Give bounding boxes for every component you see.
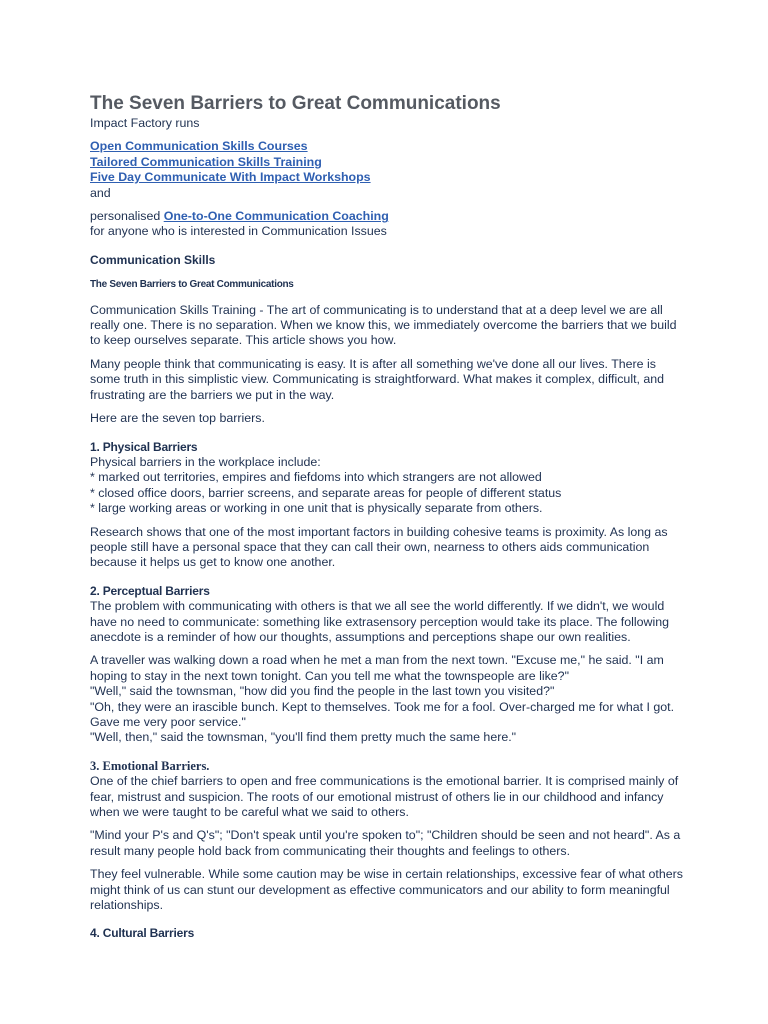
paragraph-intro: Communication Skills Training - The art of communicating is to understand that at a deep level we are all really one. There is no separation. When we know this, we immediately overcome the barriers that we build to keep ourselves separate. This article shows you how. bbox=[90, 302, 677, 348]
personalised-prefix: personalised bbox=[90, 209, 164, 224]
heading-cultural: 4. Cultural Barriers bbox=[90, 926, 195, 941]
story-line: "Oh, they were an irascible bunch. Kept to themselves. Took me for a fool. Over-charged me for what I got. Gave me very poor service." bbox=[90, 699, 675, 729]
link-open-courses[interactable]: Open Communication Skills Courses bbox=[90, 139, 308, 154]
list-item: * closed office doors, barrier screens, and separate areas for people of different status bbox=[90, 485, 562, 500]
for-anyone-text: for anyone who is interested in Communication Issues bbox=[90, 224, 387, 239]
perceptual-body: The problem with communicating with others is that we all see the world differently. If we didn't, we would have no need to communicate: something like extrasensory perception would take its place. The following anecdote is a reminder of how our thoughts, assumptions and perceptions shape our own realities. bbox=[90, 599, 670, 644]
paragraph-easy: Many people think that communicating is easy. It is after all something we've done all our lives. There is some truth in this simplistic view. Communicating is straightforward. What makes it complex, difficult, and frustrating are the barriers we put in the way. bbox=[90, 356, 665, 402]
emotional-body: One of the chief barriers to open and free communications is the emotional barrier. It is comprised mainly of fear, mistrust and suspicion. The roots of our emotional mistrust of others lie in our childhood and infancy when we were taught to be careful what we said to others. bbox=[90, 774, 679, 820]
heading-emotional: 3. Emotional Barriers. bbox=[90, 758, 210, 773]
link-coaching[interactable]: One-to-One Communication Coaching bbox=[163, 209, 389, 224]
list-item: * large working areas or working in one unit that is physically separate from others. bbox=[90, 501, 543, 516]
paragraph-seven: Here are the seven top barriers. bbox=[90, 411, 265, 426]
emotional-quotes: "Mind your P's and Q's"; "Don't speak until you're spoken to"; "Children should be seen and not heard". As a result many people hold back from communicating their thoughts and feelings to others. bbox=[90, 828, 681, 858]
story-line: "Well," said the townsman, "how did you find the people in the last town you visited?" bbox=[90, 684, 555, 699]
document-page bbox=[90, 92, 685, 942]
course-links bbox=[90, 139, 685, 185]
link-tailored-training[interactable]: Tailored Communication Skills Training bbox=[90, 154, 322, 169]
story-line: A traveller was walking down a road when he met a man from the next town. "Excuse me," he said. "I am hoping to stay in the next town tonight. Can you tell me what the townspeople are like?" bbox=[90, 653, 664, 683]
and-text: and bbox=[90, 185, 111, 200]
sub-heading: The Seven Barriers to Great Communications bbox=[90, 279, 294, 291]
physical-intro: Physical barriers in the workplace include: bbox=[90, 454, 321, 469]
link-five-day-workshops[interactable]: Five Day Communicate With Impact Workshops bbox=[90, 170, 371, 185]
emotional-vulnerable: They feel vulnerable. While some caution may be wise in certain relationships, excessive fear of what others might think of us can stunt our development as effective communicators and our ability to form meaningful relationships. bbox=[90, 867, 683, 913]
physical-research: Research shows that one of the most important factors in building cohesive teams is proximity. As long as people still have a personal space that they can call their own, nearness to others aids communication because it helps us get to know one another. bbox=[90, 524, 668, 570]
list-item: * marked out territories, empires and fiefdoms into which strangers are not allowed bbox=[90, 470, 542, 485]
page-title: The Seven Barriers to Great Communications bbox=[90, 93, 501, 114]
personalised-line bbox=[90, 209, 685, 224]
story-line: "Well, then," said the townsman, "you'll find them pretty much the same here." bbox=[90, 730, 517, 745]
section-heading: Communication Skills bbox=[90, 252, 216, 267]
heading-perceptual: 2. Perceptual Barriers bbox=[90, 583, 210, 598]
heading-physical: 1. Physical Barriers bbox=[90, 439, 198, 454]
intro-text: Impact Factory runs bbox=[90, 116, 200, 130]
